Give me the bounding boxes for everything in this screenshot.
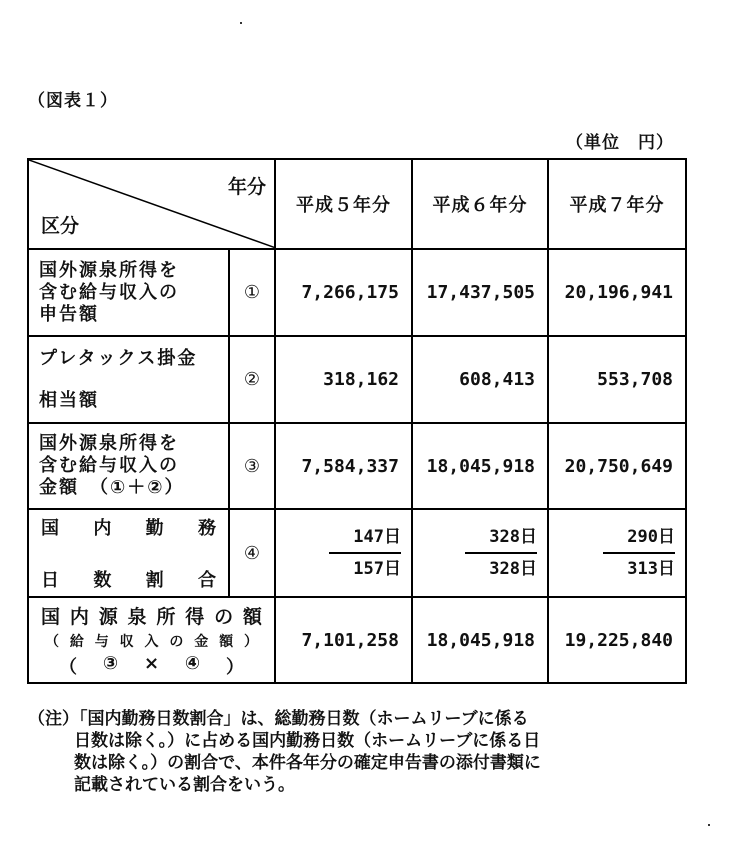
value-cell: 7,584,337 <box>275 423 412 509</box>
footnote-line: 記載されている割合をいう。 <box>74 775 295 795</box>
value-cell: 318,162 <box>275 336 412 423</box>
unit-label: （単位 円） <box>566 133 674 153</box>
corner-cell <box>28 159 275 249</box>
row-label: プレタックス掛金 相当額 <box>28 336 229 423</box>
value-cell: 608,413 <box>412 336 548 423</box>
scan-speck <box>240 22 242 24</box>
row-label: 国外源泉所得を 含む給与収入の 金額 （①＋②） <box>28 423 229 509</box>
value-cell: 553,708 <box>548 336 686 423</box>
fraction-bar <box>329 552 401 554</box>
header-h6: 平成６年分 <box>412 159 548 249</box>
table-row <box>28 597 686 683</box>
fraction-cell <box>412 509 548 597</box>
value-cell: 18,045,918 <box>412 423 548 509</box>
footnote <box>28 708 708 796</box>
table-row <box>28 336 686 423</box>
value-cell: 20,196,941 <box>548 249 686 336</box>
row-label: 国 内 勤 務 日 数 割 合 <box>28 509 229 597</box>
scan-speck <box>708 824 710 826</box>
value-cell: 19,225,840 <box>548 597 686 683</box>
value-cell: 7,101,258 <box>275 597 412 683</box>
footnote-line: 数は除く。）の割合で、本件各年分の確定申告書の添付書類に <box>74 753 541 773</box>
fraction-denominator: 328日 <box>489 559 537 579</box>
footnote-line: （注）「国内勤務日数割合」は、総勤務日数（ホームリーブに係る <box>28 709 529 729</box>
row-label: 国外源泉所得を 含む給与収入の 申告額 <box>28 249 229 336</box>
header-h5: 平成５年分 <box>275 159 412 249</box>
row-marker: ③ <box>229 423 275 509</box>
corner-year-label: 年分 <box>227 176 266 198</box>
fraction-denominator: 157日 <box>353 559 401 579</box>
value-cell: 18,045,918 <box>412 597 548 683</box>
row-marker: ④ <box>229 509 275 597</box>
value-cell: 17,437,505 <box>412 249 548 336</box>
fraction-bar <box>603 552 675 554</box>
row-marker: ① <box>229 249 275 336</box>
footnote-line: 日数は除く。）に占める国内勤務日数（ホームリーブに係る日 <box>74 731 541 751</box>
corner-category-label: 区分 <box>41 215 80 237</box>
figure-title: （図表１） <box>28 91 118 111</box>
fraction-cell <box>548 509 686 597</box>
value-cell: 20,750,649 <box>548 423 686 509</box>
header-h7: 平成７年分 <box>548 159 686 249</box>
income-table <box>27 158 687 684</box>
row-marker: ② <box>229 336 275 423</box>
row-label: 国 内 源 泉 所 得 の 額 （ 給 与 収 入 の 金 額 ） （ ③ × ④ ） <box>28 597 275 683</box>
fraction-bar <box>465 552 537 554</box>
table-row <box>28 509 686 597</box>
fraction-cell <box>275 509 412 597</box>
value-cell: 7,266,175 <box>275 249 412 336</box>
fraction-numerator: 147日 <box>353 527 401 547</box>
fraction-denominator: 313日 <box>627 559 675 579</box>
table-header-row <box>28 159 686 249</box>
table-row <box>28 249 686 336</box>
fraction-numerator: 290日 <box>627 527 675 547</box>
fraction-numerator: 328日 <box>489 527 537 547</box>
table-row <box>28 423 686 509</box>
